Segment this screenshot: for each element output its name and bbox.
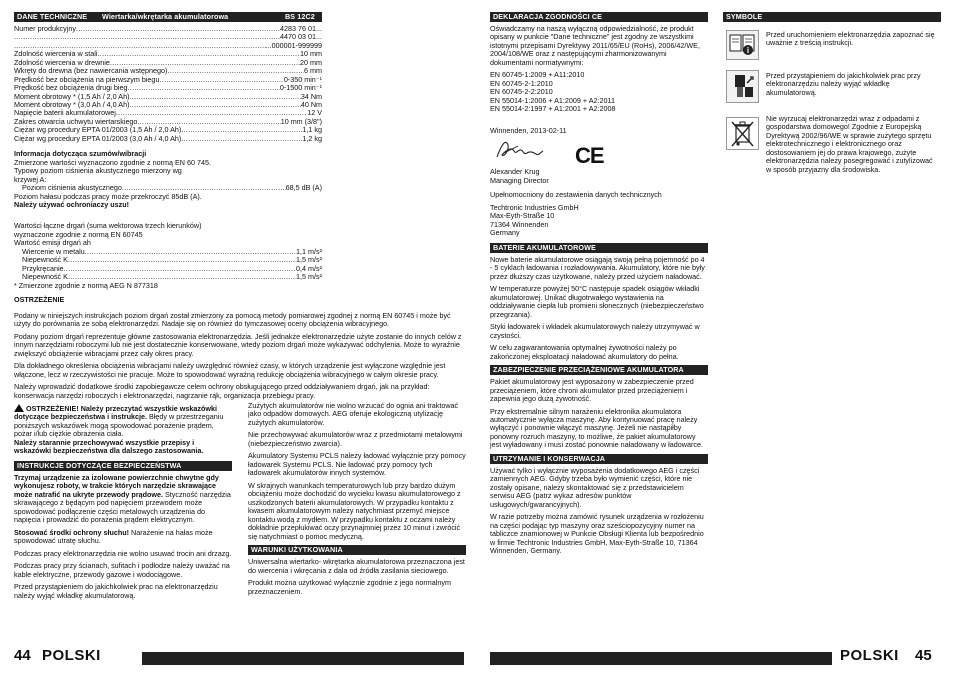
safety-bold-2: Stosować środki ochrony słuchu!	[14, 527, 130, 537]
safety-paragraph: Przed przystąpieniem do jakichkolwiek prac na elektronarzędziu należy wyjąć wkładkę akumulatorową.	[14, 582, 218, 600]
tech-data-value: 20 mm	[300, 57, 322, 67]
dot-leader	[116, 109, 307, 117]
left-column-b	[14, 404, 232, 604]
tech-data-label: Wkręty do drewna (bez nawiercania wstępnego)	[14, 66, 168, 76]
ostrzezenie-paragraph: Należy wprowadzić dodatkowe środki zapobiegawcze celem ochrony obsługującego przed oddziaływaniem drgań, jak na przykład: konserwacja narzędzi roboczych i elektronarzędzi, nagrzanie rąk, organizacja przebiegu pracy.	[14, 382, 430, 400]
maintenance-paragraph: W razie potrzeby można zamówić rysunek urządzenia w rozłożeniu na części podając typ maszyny oraz sześciopozycyjny numer na tabliczce znamionowej w Punkcie Obsługi Klienta lub bezpośrednio w firmie Techtronic Industries GmbH, Max-Eyth-Straße 10, 71364 Winnenden, Germany.	[490, 512, 704, 556]
tech-data-value: 4283 76 01...	[280, 24, 322, 33]
norm-line: EN 60745-2-2:2010	[490, 87, 553, 97]
noise-title: Informacja dotycząca szumów/wibracji	[14, 149, 147, 159]
tech-data-product: Wiertarka/wkrętarka akumulatorowa	[102, 12, 229, 21]
signer-title: Managing Director	[490, 175, 549, 185]
dot-leader	[159, 76, 283, 84]
noise-intro-line: Typowy poziom ciśnienia akustycznego mierzony wg	[14, 166, 182, 176]
symbol-text-weee: Nie wyrzucaj elektronarzędzi wraz z odpadami z gospodarstwa domowego! Zgodnie z Europejską Dyrektywą 2002/96/WE w sprawie zużytego sprzętu elektrotechnicznego i elektronicznego oraz dostosowaniem jej do prawa krajowego, zużyte elektronarzędzia należy posegregować i zutylizować w sposób przyjazny dla środowiska.	[766, 114, 933, 174]
symbol-row-battery	[723, 70, 941, 110]
battery-notes	[248, 402, 466, 541]
dot-leader	[129, 101, 300, 109]
tech-data-label: Zdolność wiercenia w stali	[14, 49, 98, 59]
maintenance-paragraph: Używać tylko i wyłącznie wyposażenia dodatkowego AEG i części zamiennych AEG. Gdyby trzeba było wymienić części, które nie zostały opisane, należy skontaktować się z przedstawicielem serwisu AEG (patrz wykaz adresów punktów usługowych/gwarancyjnych).	[490, 465, 700, 509]
vibration-intro-line: Wartości łączne drgań (suma wektorowa trzech kierunków)	[14, 221, 202, 231]
tech-data-label: Prędkość bez obciążenia na pierwszym biegu	[14, 74, 160, 84]
vibration-intro-line: wyznaczone zgodnie z normą EN 60745	[14, 229, 143, 239]
tech-data-row	[14, 25, 322, 33]
symbol-text-battery: Przed przystąpieniem do jakichkolwiek prac przy elektronarzędziu należy wyjąć wkładkę akumulatorową.	[766, 71, 921, 97]
tech-data-title: DANE TECHNICZNE	[17, 12, 88, 21]
tech-data-value: 12 V	[307, 108, 322, 118]
battery-paragraph: W temperaturze powyżej 50°C następuje spadek osiągów wkładki akumulatorowej. Unikać długotrwałego wystawienia na oddziaływanie ciepła lub promieni słonecznych (niebezpieczeństwo przegrzania).	[490, 284, 704, 319]
battery-note-paragraph: W skrajnych warunkach temperaturowych lub przy bardzo dużym obciążeniu może dochodzić do wycieku kwasu akumulatorowego z uszkodzonych baterii akumulatorowych. W przypadku kontaktu z kwasem akumulatorowym należy natychmiast przemyć miejsce kontaktu wodą z mydłem. W przypadku kontaktu z oczami należy dokładnie przepłukiwać oczy przynajmniej przez 10 minut i zwrócić się natychmiast o pomoc medyczną.	[248, 480, 461, 541]
tech-data-value: 1,2 kg	[302, 133, 322, 143]
noise-intro-line: krzywej A:	[14, 174, 47, 184]
warning-triangle-icon	[14, 404, 24, 412]
dot-leader	[127, 84, 279, 92]
vibration-intro-line: Wartość emisji drgań ah	[14, 238, 91, 248]
address-line: Max-Eyth-Straße 10	[490, 211, 555, 221]
left-column-a	[14, 12, 465, 404]
ostrzezenie-text	[14, 312, 465, 400]
declaration-norms	[490, 71, 708, 113]
tech-data-row	[14, 135, 322, 143]
battery-paragraphs	[490, 256, 708, 361]
maintenance-paragraphs	[490, 467, 708, 556]
battery-paragraph: Styki ładowarek i wkładek akumulatorowych należy utrzymywać w czystości.	[490, 322, 700, 340]
company-address	[490, 204, 708, 238]
address-line: Germany	[490, 228, 520, 238]
declaration-text: Oświadczamy na naszą wyłączną odpowiedzialność, że produkt opisany w punkcie "Dane techniczne" jest zgodny ze wszystkimi istotnymi przepisami Dyrektywy 2011/65/EU (RoHs), 2006/42/WE, 2004/108/WE oraz z następującymi zharmonizowanymi dokumentami normatywnymi:	[490, 24, 700, 67]
tech-data-value: 10 mm (3/8")	[280, 116, 322, 126]
tech-data-label: Zakres otwarcia uchwytu wiertarskiego	[14, 116, 138, 126]
authorized-text: Upełnomocniony do zestawienia danych technicznych	[490, 190, 662, 200]
tech-data-value: 0-1500 min⁻¹	[279, 83, 322, 93]
dot-leader	[85, 248, 296, 256]
dot-leader	[64, 265, 296, 273]
norm-line: EN 55014-2:1997 + A1:2001 + A2:2008	[490, 104, 616, 114]
vibration-label: Wiercenie w metalu	[22, 246, 85, 256]
tech-data-label: Numer produkcyjny	[14, 24, 76, 33]
protection-paragraphs	[490, 378, 708, 450]
battery-header: BATERIE AKUMULATOROWE	[490, 243, 708, 253]
protection-paragraph: Pakiet akumulatorowy jest wyposażony w zabezpieczenie przed przeciążeniem, które chroni akumulator przed przeciążeniem i zapewnia jego dużą żywotność.	[490, 377, 694, 404]
vibration-value: 1,5 m/s²	[296, 272, 322, 282]
vibration-value: 1,5 m/s²	[296, 255, 322, 265]
dot-leader	[98, 50, 301, 58]
maintenance-header: UTRZYMANIE I KONSERWACJA	[490, 454, 708, 464]
dot-leader	[68, 256, 296, 264]
page-number-left: 44	[14, 647, 31, 664]
tech-data-value: 1,1 kg	[302, 125, 322, 135]
protection-header: ZABEZPIECZENIE PRZECIĄŻENIOWE AKUMULATORA	[490, 365, 708, 375]
battery-note-paragraph: Zużytych akumulatorów nie wolno wrzucać do ognia ani traktować jako odpadów domowych. AEG oferuje ekologiczną utylizację zużytych akumulatorów.	[248, 401, 459, 427]
tech-data-value: 10 mm	[300, 49, 322, 59]
svg-text:i: i	[746, 46, 750, 55]
tech-data-value: 0-350 min⁻¹	[283, 74, 322, 84]
vibration-label: Niepewność K	[22, 272, 68, 282]
language-right: POLSKI	[840, 647, 899, 664]
tech-data-label: Napięcie baterii akumulatorowej	[14, 108, 116, 118]
remove-battery-icon	[726, 70, 759, 103]
tech-data-model: BS 12C2	[285, 12, 315, 21]
battery-note-paragraph: Nie przechowywać akumulatorów wraz z przedmiotami metalowymi (niebezpieczeństwo zwarcia).	[248, 430, 463, 448]
general-warning-text: Błędy w przestrzeganiu poniższych wskazówek mogą spowodować porażenie prądem, pożar i/lub ciężkie obrażenia ciała.	[14, 412, 224, 439]
vibration-value: 1,1 m/s²	[296, 246, 322, 256]
norm-line: EN 60745-1:2009 + A11:2010	[490, 70, 585, 80]
safety-bold-1: Trzymaj urządzenie za izolowane powierzchnie chwytne gdy wykonujesz roboty, w trakcie których narzędzie skrawające może natrafić na ukryte przewody prądowe.	[14, 472, 219, 499]
safety-paragraph: Podczas pracy przy ścianach, sufitach i podłodze należy uważać na kable elektryczne, przewody gazowe i wodociągowe.	[14, 561, 230, 579]
tech-data-label: Ciężar wg procedury EPTA 01/2003 (1,5 Ah / 2,0 Ah)	[14, 125, 182, 135]
signature-image	[494, 137, 546, 163]
use-paragraph: Uniwersalna wiertarko- wkrętarka akumulatorowa przeznaczona jest do wiercenia i wkręcania z dala od źródła zasilania sieciowego.	[248, 557, 465, 575]
left-footer	[14, 646, 464, 666]
noise-intro-line: Zmierzone wartości wyznaczono zgodnie z normą EN 60 745.	[14, 157, 211, 167]
battery-paragraph: W celu zagwarantowania optymalnej żywotności należy po zakończonej eksploatacji naładować akumulatory do pełna.	[490, 343, 679, 361]
dot-leader	[129, 93, 300, 101]
ostrzezenie-title: OSTRZEŻENIE	[14, 295, 65, 305]
tech-data-label: Ciężar wg procedury EPTA 01/2003 (3,0 Ah / 4,0 Ah)	[14, 133, 182, 143]
weee-bin-icon	[726, 117, 759, 150]
ostrzezenie-paragraph: Dla dokładnego określenia obciążenia wibracjami należy uwzględnić również czasy, w których urządzenie jest wyłączone względnie jest włączone, lecz w rzeczywistości nie pracuje. Może to spowodować wyraźną redukcję obciążenia wibracyjnego w całym okresie pracy.	[14, 361, 446, 379]
symbols-header: SYMBOLE	[723, 12, 941, 22]
tech-data-label: Zdolność wiercenia w drewnie	[14, 57, 110, 67]
dot-leader	[76, 25, 280, 33]
ce-mark: CE	[575, 143, 604, 169]
read-manual-icon	[726, 30, 759, 60]
right-column-a	[490, 12, 708, 560]
vibration-label: Niepewność K	[22, 255, 68, 265]
safety-paragraphs	[14, 550, 232, 600]
right-footer	[490, 646, 940, 666]
address-line: Techtronic Industries GmbH	[490, 202, 579, 212]
vibration-intro	[14, 222, 322, 247]
norm-line: EN 60745-2-1:2010	[490, 78, 553, 88]
language-left: POLSKI	[42, 647, 101, 664]
keep-instructions: Należy starannie przechowywać wszystkie przepisy i wskazówki bezpieczeństwa dla dalszego zastosowania.	[14, 437, 204, 456]
vibration-value: 0,4 m/s²	[296, 263, 322, 273]
noise-label: Poziom ciśnienia akustycznego	[22, 183, 122, 193]
dot-leader	[181, 126, 302, 134]
vibration-label: Przykręcanie	[22, 263, 64, 273]
noise-value: 68,5 dB (A)	[285, 183, 322, 193]
right-column-b	[723, 12, 941, 193]
dot-leader	[181, 135, 302, 143]
use-header: WARUNKI UŻYTKOWANIA	[248, 545, 466, 555]
safety-paragraph: Podczas pracy elektronarzędzia nie wolno usuwać trocin ani drzazg.	[14, 548, 232, 558]
norm-line: EN 55014-1:2006 + A1:2009 + A2:2011	[490, 95, 615, 105]
address-line: 71364 Winnenden	[490, 219, 549, 229]
vibration-table	[14, 248, 322, 282]
ostrzezenie-paragraph: Podany w niniejszych instrukcjach poziom drgań został zmierzony za pomocą metody pomiarowej zgodnej z normą EN 60745 i może być użyty do porównania ze sobą elektronarzędzi. Nadaje się on również do tymczasowej oceny obciążenia wibracyjnego.	[14, 310, 451, 329]
noise-warning: Należy używać ochroniaczy uszu!	[14, 199, 130, 209]
noise-intro	[14, 159, 322, 184]
symbol-row-manual	[723, 30, 941, 63]
tech-data-label: Prędkość bez obciążenia drugi bieg	[14, 83, 128, 93]
declaration-header: DEKLARACJA ZGODNOŚCI CE	[490, 12, 708, 22]
left-column-c	[248, 402, 466, 600]
declaration-place-date: Winnenden, 2013-02-11	[490, 125, 567, 135]
tech-data-value: 6 mm	[304, 66, 322, 76]
tech-data-value: 40 Nm	[300, 99, 322, 109]
safety-header: INSTRUKCJE DOTYCZĄCE BEZPIECZEŃSTWA	[14, 461, 232, 471]
tech-data-label: Moment obrotowy * (3,0 Ah / 4,0 Ah)	[14, 99, 130, 109]
protection-paragraph: Przy ekstremalnie silnym narażeniu elektronika akumulatora automatycznie wyłącza maszynę. Aby kontynuować pracę należy wyłączyć i ponownie włączyć maszynę. Jeżeli nie nastąpiłby ponowny rozruch maszyny, to możliwe, że pakiet akumulatorowy jest wyładowany i musi zostać ponownie naładowany w ładowarce.	[490, 406, 703, 450]
tech-data-header	[14, 12, 322, 22]
safety-text-1: Styczność narzędzia skrawającego z będącym pod napięciem przewodem może spowodować podłączenie części metalowych urządzenia do napięcia i prowadzić do porażenia prądem elektrycznym.	[14, 489, 231, 525]
tech-data-value: 34 Nm	[300, 91, 322, 101]
symbol-text-manual: Przed uruchomieniem elektronarzędzia zapoznać się uważnie z treścią instrukcji.	[766, 30, 935, 48]
battery-note-paragraph: Akumulatory Systemu PCLS należy ładować wyłącznie przy pomocy ładowarek Systemu PCLS. Nie ładować przy pomocy tych ładowarek akumulatorów innych systemów.	[248, 451, 466, 478]
tech-data-table	[14, 25, 322, 143]
safety-text-2: Narażenie na hałas może spowodować utratę słuchu.	[14, 527, 213, 546]
dot-leader	[14, 33, 280, 41]
noise-after: Poziom hałasu podczas pracy może przekroczyć 85dB (A).	[14, 191, 202, 201]
symbol-row-weee	[723, 115, 941, 193]
general-warning-bold: OSTRZEŻENIE! Należy przeczytać wszystkie wskazówki dotyczące bezpieczeństwa i instrukcje.	[14, 404, 217, 422]
use-paragraphs	[248, 558, 466, 596]
footer-bar-left	[142, 652, 464, 665]
signer-name: Alexander Krug	[490, 167, 540, 177]
battery-paragraph: Nowe baterie akumulatorowe osiągają swoją pełną pojemność po 4 - 5 cyklach ładowania i rozładowywania. Akumulatory, które nie były przez dłuższy czas użytkowane, należy przed użyciem naładować.	[490, 254, 705, 281]
ostrzezenie-paragraph: Podany poziom drgań reprezentuje główne zastosowania elektronarzędzia. Jeśli jednakże elektronarzędzie użyte zostanie do innych celów z innym narzędziami roboczymi lub nie jest dostatecznie konserwowane, wtedy poziom drgań może wykazywać odchylenia. Może to wyraźnie zwiększyć obciążenie wibracjami przez cały okres pracy.	[14, 331, 462, 358]
tech-data-value: ...000001-999999	[265, 40, 322, 50]
tech-data-label: Moment obrotowy * (1,5 Ah / 2,0 Ah)	[14, 91, 130, 101]
page-number-right: 45	[915, 647, 932, 664]
use-paragraph: Produkt można użytkować wyłącznie zgodnie z jego normalnym przeznaczeniem.	[248, 578, 451, 596]
vibration-note: * Zmierzone zgodnie z normą AEG N 877318	[14, 280, 158, 290]
footer-bar-right	[490, 652, 832, 665]
tech-data-value: 4470 03 01...	[280, 32, 322, 42]
